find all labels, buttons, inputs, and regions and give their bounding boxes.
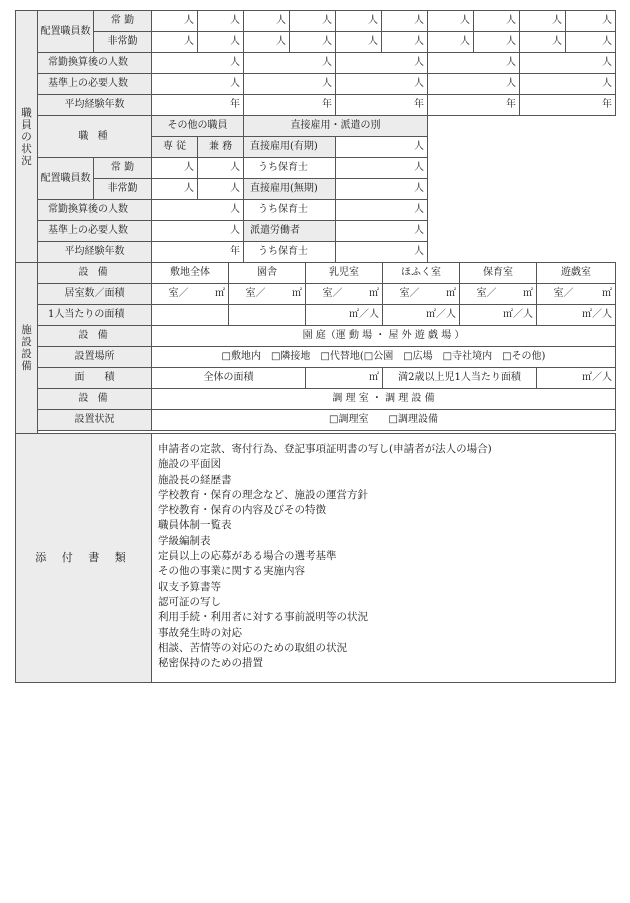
- attachment-item: その他の事業に関する実施内容: [158, 565, 305, 578]
- other-staff-header-row: [16, 116, 616, 137]
- nursery-teacher-label: うち保育士: [244, 200, 336, 221]
- attachment-item: 秘密保持のための措置: [158, 657, 263, 670]
- staff-cell[interactable]: 人: [244, 32, 290, 53]
- staff-cell[interactable]: 人: [428, 53, 520, 74]
- staff-cell[interactable]: 人: [290, 11, 336, 32]
- direct-unlimited-label: 直接雇用(無期): [244, 179, 336, 200]
- staff-fulltime-row: [16, 11, 616, 32]
- required-label: 基準上の必要人数: [38, 221, 152, 242]
- facility-table: [15, 262, 616, 434]
- placement-label: 配置職員数: [38, 158, 94, 200]
- per-capita-cell[interactable]: ㎡／人: [383, 305, 460, 326]
- fte-label: 常勤換算後の人数: [38, 200, 152, 221]
- staff-cell[interactable]: 年: [244, 95, 336, 116]
- staff-cell[interactable]: 人: [336, 200, 428, 221]
- staff-cell[interactable]: 人: [152, 32, 198, 53]
- attachment-item: 学校教育・保育の内容及びその特徴: [158, 504, 326, 517]
- staff-cell[interactable]: 年: [428, 95, 520, 116]
- dispatched-label: 派遣労働者: [244, 221, 336, 242]
- attachments-list: [152, 434, 616, 683]
- equipment-label: 設 備: [38, 389, 152, 410]
- per-capita-cell[interactable]: ㎡／人: [537, 305, 616, 326]
- staff-cell[interactable]: 人: [198, 179, 244, 200]
- attachment-item: 相談、苦情等の対応のための取組の状況: [158, 641, 347, 654]
- room-area-cell[interactable]: ㎡: [500, 284, 537, 305]
- room-count-cell[interactable]: 室／: [537, 284, 577, 305]
- avg-years-label: 平均経験年数: [38, 95, 152, 116]
- staff-cell[interactable]: 年: [520, 95, 616, 116]
- application-form-sheet: [15, 10, 616, 683]
- staff-cell[interactable]: 人: [336, 179, 428, 200]
- room-name: 遊戯室: [537, 263, 616, 284]
- required-label: 基準上の必要人数: [38, 74, 152, 95]
- attachment-item: 施設の平面図: [158, 458, 221, 471]
- room-area-cell[interactable]: ㎡: [423, 284, 460, 305]
- staff-cell[interactable]: 人: [382, 32, 428, 53]
- attachments-table: [15, 433, 616, 683]
- staff-cell[interactable]: 人: [520, 74, 616, 95]
- location-label: 設置場所: [38, 347, 152, 368]
- parttime-label: 非常勤: [94, 179, 152, 200]
- staff-cell[interactable]: 人: [336, 53, 428, 74]
- staff-cell[interactable]: 人: [198, 11, 244, 32]
- attachment-item: 職員体制一覧表: [158, 519, 232, 532]
- per-capita-cell: [152, 305, 229, 326]
- attachments-row: [16, 434, 616, 683]
- kitchen-status-row: [16, 410, 616, 431]
- kitchen-header-row: [16, 389, 616, 410]
- staff-cell[interactable]: 人: [336, 242, 428, 263]
- staff-cell[interactable]: 人: [152, 200, 244, 221]
- staff-cell[interactable]: 人: [336, 74, 428, 95]
- attachments-title: 添 付 書 類: [16, 434, 152, 683]
- garden-title: 園 庭（運 動 場 ・ 屋 外 遊 戯 場 ）: [152, 326, 616, 347]
- room-name: 敷地全体: [152, 263, 229, 284]
- staff-cell[interactable]: 人: [152, 158, 198, 179]
- staff-cell[interactable]: 人: [152, 11, 198, 32]
- total-area-label: 全体の面積: [152, 368, 306, 389]
- attachment-item: 事故発生時の対応: [158, 626, 242, 639]
- room-name: 乳児室: [306, 263, 383, 284]
- staff-cell[interactable]: 人: [244, 11, 290, 32]
- staff-parttime-row: [16, 32, 616, 53]
- fulltime-label: 常 勤: [94, 158, 152, 179]
- parttime-label: 非常勤: [94, 32, 152, 53]
- per-capita-cell: [229, 305, 306, 326]
- fulltime-label: 常 勤: [94, 11, 152, 32]
- nursery-teacher-label: うち保育士: [244, 158, 336, 179]
- staff-cell[interactable]: 年: [152, 95, 244, 116]
- room-name: ほふく室: [383, 263, 460, 284]
- staff-cell[interactable]: 人: [520, 53, 616, 74]
- area-label: 面 積: [38, 368, 152, 389]
- room-name: 園舎: [229, 263, 306, 284]
- staff-section-label: 職員の状況: [16, 11, 38, 263]
- staff-avg-years-row: [16, 95, 616, 116]
- blank-area: [428, 116, 616, 263]
- facility-count-area-row: [16, 284, 616, 305]
- avg-years-label: 平均経験年数: [38, 242, 152, 263]
- job-type-label: 職 種: [38, 116, 152, 158]
- staff-cell[interactable]: 人: [198, 158, 244, 179]
- equipment-label: 設 備: [38, 326, 152, 347]
- room-name: 保育室: [460, 263, 537, 284]
- per-child-over2-label: 満2歳以上児1人当たり面積: [383, 368, 537, 389]
- staff-cell[interactable]: 人: [336, 158, 428, 179]
- staff-cell[interactable]: 人: [474, 11, 520, 32]
- room-count-cell[interactable]: 室／: [460, 284, 500, 305]
- staff-cell[interactable]: 人: [290, 32, 336, 53]
- other-staff-label: その他の職員: [152, 116, 244, 137]
- staff-cell[interactable]: 人: [336, 11, 382, 32]
- per-child-area-cell[interactable]: ㎡／人: [537, 368, 616, 389]
- full-duty-label: 専 従: [152, 137, 198, 158]
- staff-cell[interactable]: 人: [566, 11, 616, 32]
- placement-label: 配置職員数: [38, 11, 94, 53]
- attachment-item: 学級編制表: [158, 534, 211, 547]
- attachment-item: 学校教育・保育の理念など、施設の運営方針: [158, 488, 368, 501]
- room-count-cell[interactable]: 室／: [383, 284, 423, 305]
- staff-cell[interactable]: 人: [428, 74, 520, 95]
- concurrent-label: 兼 務: [198, 137, 244, 158]
- staff-cell[interactable]: 人: [152, 221, 244, 242]
- room-count-cell[interactable]: 室／: [306, 284, 346, 305]
- garden-location-row: [16, 347, 616, 368]
- staff-cell[interactable]: 人: [520, 11, 566, 32]
- staff-cell[interactable]: 人: [244, 74, 336, 95]
- nursery-teacher-label: うち保育士: [244, 242, 336, 263]
- staff-cell[interactable]: 人: [336, 137, 428, 158]
- count-area-label: 居室数／面積: [38, 284, 152, 305]
- per-capita-cell[interactable]: ㎡／人: [306, 305, 383, 326]
- location-options[interactable]: □敷地内 □隣接地 □代替地(□公園 □広場 □寺社境内 □その他): [152, 347, 616, 368]
- attachment-item: 利用手続・利用者に対する事前説明等の状況: [158, 611, 368, 624]
- staff-cell[interactable]: 年: [336, 95, 428, 116]
- room-count-cell[interactable]: 室／: [152, 284, 192, 305]
- attachment-item: 認可証の写し: [158, 595, 221, 608]
- facility-room-header-row: [16, 263, 616, 284]
- staff-cell[interactable]: 人: [244, 53, 336, 74]
- facility-section-label: 施設設備: [16, 263, 38, 434]
- staff-cell[interactable]: 年: [152, 242, 244, 263]
- status-label: 設置状況: [38, 410, 152, 431]
- room-area-cell[interactable]: ㎡: [577, 284, 616, 305]
- attachment-item: 施設長の経歴書: [158, 473, 232, 486]
- fte-label: 常勤換算後の人数: [38, 53, 152, 74]
- room-area-cell[interactable]: ㎡: [346, 284, 383, 305]
- direct-fixed-label: 直接雇用(有期): [244, 137, 336, 158]
- staff-cell[interactable]: 人: [566, 32, 616, 53]
- garden-area-row: [16, 368, 616, 389]
- staff-status-table: [15, 10, 616, 263]
- staff-cell[interactable]: 人: [152, 53, 244, 74]
- room-count-cell[interactable]: 室／: [229, 284, 269, 305]
- staff-cell[interactable]: 人: [520, 32, 566, 53]
- attachment-item: 定員以上の応募がある場合の選考基準: [158, 550, 337, 563]
- staff-fte-row: [16, 53, 616, 74]
- staff-cell[interactable]: 人: [428, 32, 474, 53]
- equipment-label: 設 備: [38, 263, 152, 284]
- attachment-item: 申請者の定款、寄付行為、登記事項証明書の写し(申請者が法人の場合): [158, 443, 492, 455]
- room-area-cell[interactable]: ㎡: [269, 284, 306, 305]
- kitchen-options[interactable]: □調理室 □調理設備: [152, 410, 616, 431]
- per-capita-cell[interactable]: ㎡／人: [460, 305, 537, 326]
- staff-cell[interactable]: 人: [474, 32, 520, 53]
- total-area-cell[interactable]: ㎡: [306, 368, 383, 389]
- room-area-cell[interactable]: ㎡: [192, 284, 229, 305]
- facility-per-capita-row: [16, 305, 616, 326]
- staff-cell[interactable]: 人: [152, 179, 198, 200]
- staff-cell[interactable]: 人: [198, 32, 244, 53]
- staff-cell[interactable]: 人: [336, 32, 382, 53]
- staff-required-row: [16, 74, 616, 95]
- garden-header-row: [16, 326, 616, 347]
- staff-cell[interactable]: 人: [152, 74, 244, 95]
- kitchen-title: 調 理 室 ・ 調 理 設 備: [152, 389, 616, 410]
- staff-cell[interactable]: 人: [382, 11, 428, 32]
- staff-cell[interactable]: 人: [336, 221, 428, 242]
- employment-type-label: 直接雇用・派遣の別: [244, 116, 428, 137]
- per-capita-label: 1人当たりの面積: [38, 305, 152, 326]
- attachment-item: 収支予算書等: [158, 580, 221, 593]
- staff-cell[interactable]: 人: [428, 11, 474, 32]
